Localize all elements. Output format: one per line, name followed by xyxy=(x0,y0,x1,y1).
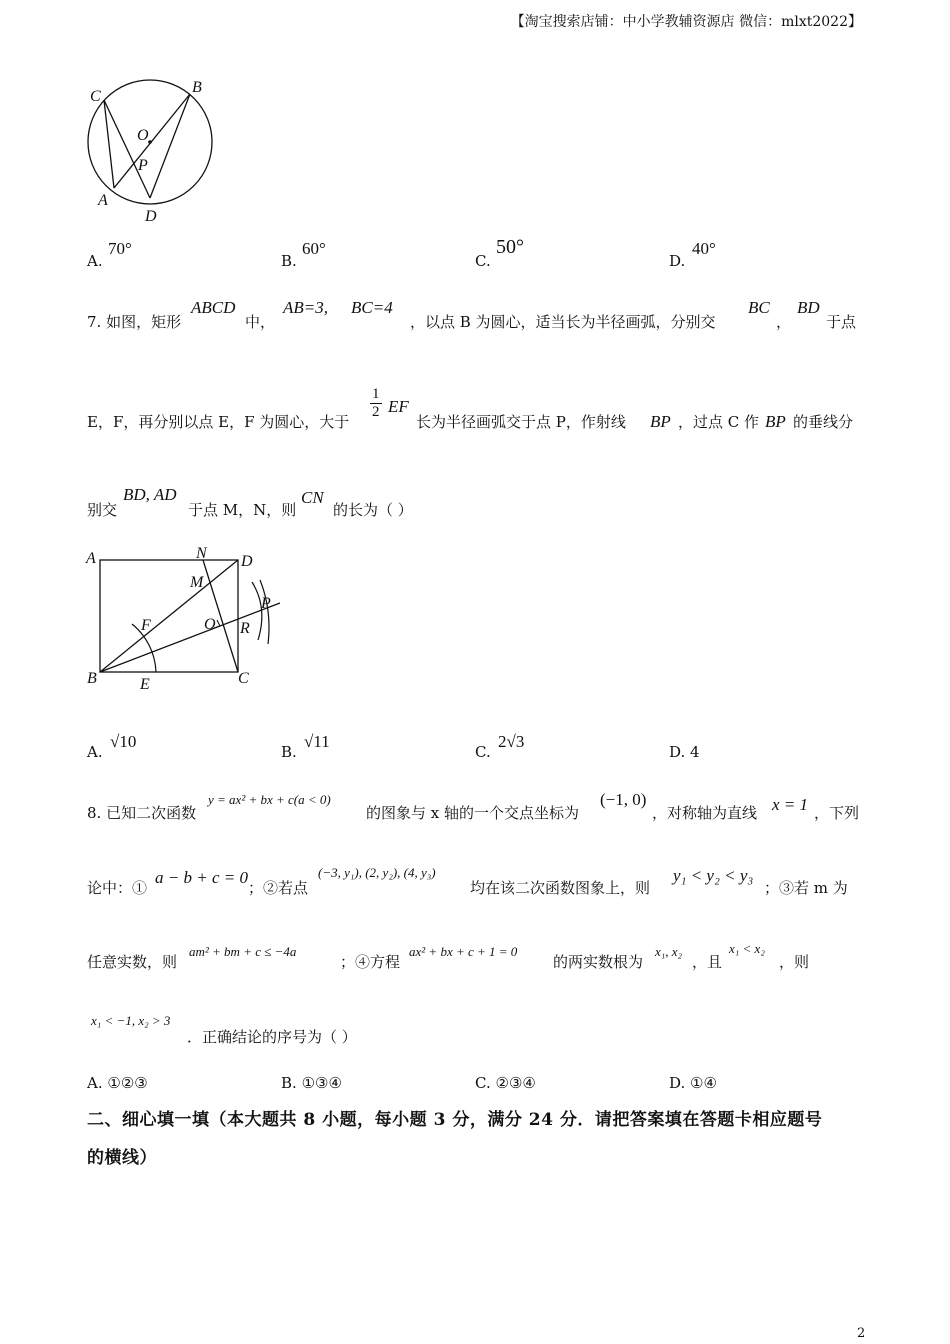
segment-ca xyxy=(104,100,114,188)
page-header: 【淘宝搜索店铺：中小学教辅资源店 微信：mlxt2022】 xyxy=(510,14,862,30)
q7-option-a: A. xyxy=(87,743,103,761)
q6-option-c-value: 50° xyxy=(496,236,524,258)
q6-option-a: A. xyxy=(87,252,103,270)
q7-fraction-half: $\frac{1}{2}$ xyxy=(372,386,380,420)
q6-option-d: D. xyxy=(669,252,686,270)
q7-math-ab: AB=3, xyxy=(283,298,328,317)
q8-text: 的图象与 x 轴的一个交点坐标为 xyxy=(366,804,579,822)
q7-text: ， xyxy=(776,313,792,331)
q7-math-bd-ad: BD, AD xyxy=(123,485,177,504)
label-r: R xyxy=(240,620,250,637)
q7-text: E，F，再分别以点 E，F 为圆心，大于 xyxy=(87,413,350,431)
q8-option-c: C. ②③④ xyxy=(475,1074,536,1092)
q8-text: ；③若 m 为 xyxy=(764,879,848,897)
label-a: A xyxy=(86,550,96,567)
q6-option-d-value: 40° xyxy=(692,239,716,258)
q6-option-b: B. xyxy=(281,252,297,270)
q7-option-b: B. xyxy=(281,743,297,761)
label-p: P xyxy=(138,157,148,174)
q7-text: 的垂线分 xyxy=(793,413,854,431)
q8-math-point: (−1, 0) xyxy=(600,790,647,809)
q7-math-ef: EF xyxy=(388,397,409,416)
q7-text: 中， xyxy=(245,313,276,331)
q8-math-axis: x = 1 xyxy=(772,795,809,814)
q6-circle-figure xyxy=(80,74,230,229)
q7-text: ，过点 C 作 xyxy=(678,413,760,431)
label-b: B xyxy=(192,79,202,96)
q8-option-b: B. ①③④ xyxy=(281,1074,342,1092)
q7-text: ，以点 B 为圆心，适当长为半径画弧，分别交 xyxy=(410,313,716,331)
label-c: C xyxy=(238,670,249,687)
q7-math-bc: BC=4 xyxy=(351,298,393,317)
q7-math-bp2: BP xyxy=(765,412,786,431)
label-c: C xyxy=(90,88,101,105)
q7-text: 于点 xyxy=(826,313,857,331)
label-b: B xyxy=(87,670,97,687)
q7-option-c-value: 2√3 xyxy=(498,732,525,751)
q8-text: ；②若点 xyxy=(248,879,309,897)
q8-math-statement3: am² + bm + c ≤ −4a xyxy=(189,944,297,959)
label-a: A xyxy=(98,192,108,209)
q8-text: 论中：① xyxy=(87,879,148,897)
page-number: 2 xyxy=(857,1326,866,1341)
q7-text: 别交 xyxy=(87,501,118,519)
label-o: O xyxy=(137,127,149,144)
q8-text: ；④方程 xyxy=(340,953,401,971)
center-dot xyxy=(148,140,152,144)
label-d: D xyxy=(145,208,157,225)
segment-ab xyxy=(114,94,190,188)
q8-option-a: A. ①②③ xyxy=(87,1074,148,1092)
segment-cd xyxy=(104,100,150,198)
q8-math-roots: x₁, x₂ xyxy=(655,944,683,959)
q7-option-b-value: √11 xyxy=(304,732,330,751)
label-d: D xyxy=(241,553,253,570)
q8-math-statement4: x₁ < −1, x₂ > 3 xyxy=(91,1013,171,1028)
q7-math-abcd: ABCD xyxy=(191,298,236,317)
label-n: N xyxy=(196,545,207,562)
ray-bp xyxy=(100,603,280,672)
q7-math-bd: BD xyxy=(797,298,820,317)
q6-option-a-value: 70° xyxy=(108,239,132,258)
section2-heading-cont: 的横线） xyxy=(87,1148,157,1168)
q8-math-order: y₁ < y₂ < y₃ xyxy=(673,866,754,885)
label-m: M xyxy=(190,574,204,591)
q8-text: 的两实数根为 xyxy=(553,953,644,971)
label-e: E xyxy=(140,676,150,693)
q8-text: ，下列 xyxy=(814,804,860,822)
q8-prefix: 8. 已知二次函数 xyxy=(87,804,197,822)
q7-math-bc2: BC xyxy=(748,298,770,317)
q8-math-roots-order: x₁ < x₂ xyxy=(729,941,765,956)
q7-math-bp: BP xyxy=(650,412,671,431)
q8-math-equation: ax² + bx + c + 1 = 0 xyxy=(409,944,518,959)
label-f: F xyxy=(141,617,151,634)
label-p: P xyxy=(261,595,271,612)
q8-text: ，则 xyxy=(779,953,810,971)
q8-text: ，且 xyxy=(692,953,723,971)
q7-option-d: D. 4 xyxy=(669,743,700,761)
q7-option-c: C. xyxy=(475,743,491,761)
segment-bd xyxy=(150,94,190,198)
q8-option-d: D. ①④ xyxy=(669,1074,717,1092)
q8-math-function: y = ax² + bx + c(a < 0) xyxy=(208,792,331,807)
q7-math-cn: CN xyxy=(301,488,324,507)
q8-text: ，对称轴为直线 xyxy=(652,804,758,822)
q7-text: 于点 M，N，则 xyxy=(188,501,297,519)
q7-prefix: 7. 如图，矩形 xyxy=(87,313,182,331)
q8-math-statement1: a − b + c = 0 xyxy=(155,868,248,887)
q6-option-b-value: 60° xyxy=(302,239,326,258)
section2-heading: 二、细心填一填（本大题共 8 小题，每小题 3 分，满分 24 分．请把答案填在答题卡相应题号 xyxy=(87,1110,823,1130)
q7-text: 长为半径画弧交于点 P，作射线 xyxy=(416,413,626,431)
q8-text: ．正确结论的序号为（ ） xyxy=(187,1028,357,1046)
label-o: O xyxy=(204,616,216,633)
q8-text: 均在该二次函数图象上，则 xyxy=(470,879,651,897)
q8-text: 任意实数，则 xyxy=(87,953,178,971)
q8-math-points: (−3, y₁), (2, y₂), (4, y₃) xyxy=(318,865,436,880)
q7-rectangle-figure xyxy=(80,540,290,695)
q6-option-c: C. xyxy=(475,252,491,270)
q7-option-a-value: √10 xyxy=(110,732,137,751)
diagonal-bd xyxy=(100,560,238,672)
q7-text: 的长为（ ） xyxy=(333,501,413,519)
